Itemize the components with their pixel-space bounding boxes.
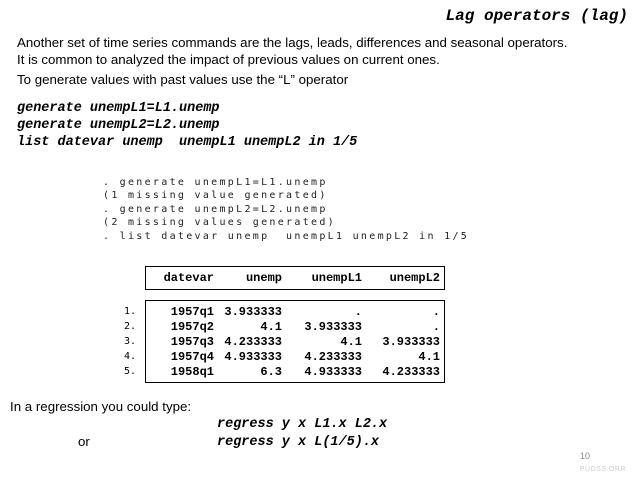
cell-datevar: 1957q1 xyxy=(170,304,214,319)
table-body xyxy=(123,300,445,383)
page-number: 10 xyxy=(579,451,590,461)
row-number: 1. xyxy=(123,306,136,317)
regress-command-1: regress y x L1.x L2.x xyxy=(217,417,388,432)
output-line: (1 missing value generated) xyxy=(103,190,328,201)
cell-unemp: 4.933333 xyxy=(224,349,282,364)
cell-unempL1: . xyxy=(354,304,362,319)
table-row xyxy=(123,349,444,364)
cell-unempL1: 4.933333 xyxy=(304,364,362,379)
table-row xyxy=(123,334,444,349)
output-line: (2 missing values generated) xyxy=(103,217,336,228)
cell-unemp: 6.3 xyxy=(260,364,282,379)
cell-datevar: 1957q2 xyxy=(170,319,214,334)
cell-unempL2: 3.933333 xyxy=(382,334,440,349)
intro-line-3: To generate values with past values use the “L” operator xyxy=(17,72,349,87)
regress-command-2: regress y x L(1/5).x xyxy=(217,435,380,450)
list-output-table xyxy=(123,266,445,383)
output-line: . generate unempL2=L2.unemp xyxy=(103,203,328,215)
slide-title: Lag operators (lag) xyxy=(445,7,628,25)
output-line: . generate unempL1=L1.unemp xyxy=(103,176,328,188)
row-number: 3. xyxy=(123,336,136,347)
table-header xyxy=(145,266,445,290)
column-header-unemp: unemp xyxy=(245,271,282,285)
regression-intro: In a regression you could type: xyxy=(10,399,192,414)
cell-unemp: 4.1 xyxy=(260,319,282,334)
command-line-2: generate unempL2=L2.unemp xyxy=(17,118,220,133)
column-header-unempL1: unempL1 xyxy=(311,271,362,285)
watermark: PUDSS.ORR xyxy=(579,466,626,473)
table-row xyxy=(123,304,444,319)
row-number: 2. xyxy=(123,321,136,332)
cell-unempL1: 4.233333 xyxy=(304,349,362,364)
command-line-3: list datevar unemp unempL1 unempL2 in 1/5 xyxy=(17,135,358,150)
table-row xyxy=(123,364,444,379)
column-header-datevar: datevar xyxy=(163,271,214,285)
row-number: 4. xyxy=(123,351,136,362)
output-line: . list datevar unemp unempL1 unempL2 in 1/5 xyxy=(103,230,470,242)
row-number: 5. xyxy=(123,366,136,377)
cell-unempL2: . xyxy=(432,319,440,334)
cell-unempL1: 4.1 xyxy=(340,334,362,349)
cell-datevar: 1957q4 xyxy=(170,349,214,364)
cell-unemp: 3.933333 xyxy=(224,304,282,319)
column-header-unempL2: unempL2 xyxy=(389,271,440,285)
command-line-1: generate unempL1=L1.unemp xyxy=(17,101,220,116)
table-row xyxy=(123,319,444,334)
cell-datevar: 1958q1 xyxy=(170,364,214,379)
stata-output xyxy=(103,162,469,257)
cell-unempL2: 4.1 xyxy=(418,349,440,364)
intro-line-2: It is common to analyzed the impact of previous values on current ones. xyxy=(17,52,440,67)
cell-unempL1: 3.933333 xyxy=(304,319,362,334)
or-label: or xyxy=(78,434,90,449)
cell-unemp: 4.233333 xyxy=(224,334,282,349)
cell-datevar: 1957q3 xyxy=(170,334,214,349)
cell-unempL2: 4.233333 xyxy=(382,364,440,379)
intro-line-1: Another set of time series commands are the lags, leads, differences and seasonal operators. xyxy=(17,35,568,50)
cell-unempL2: . xyxy=(432,304,440,319)
